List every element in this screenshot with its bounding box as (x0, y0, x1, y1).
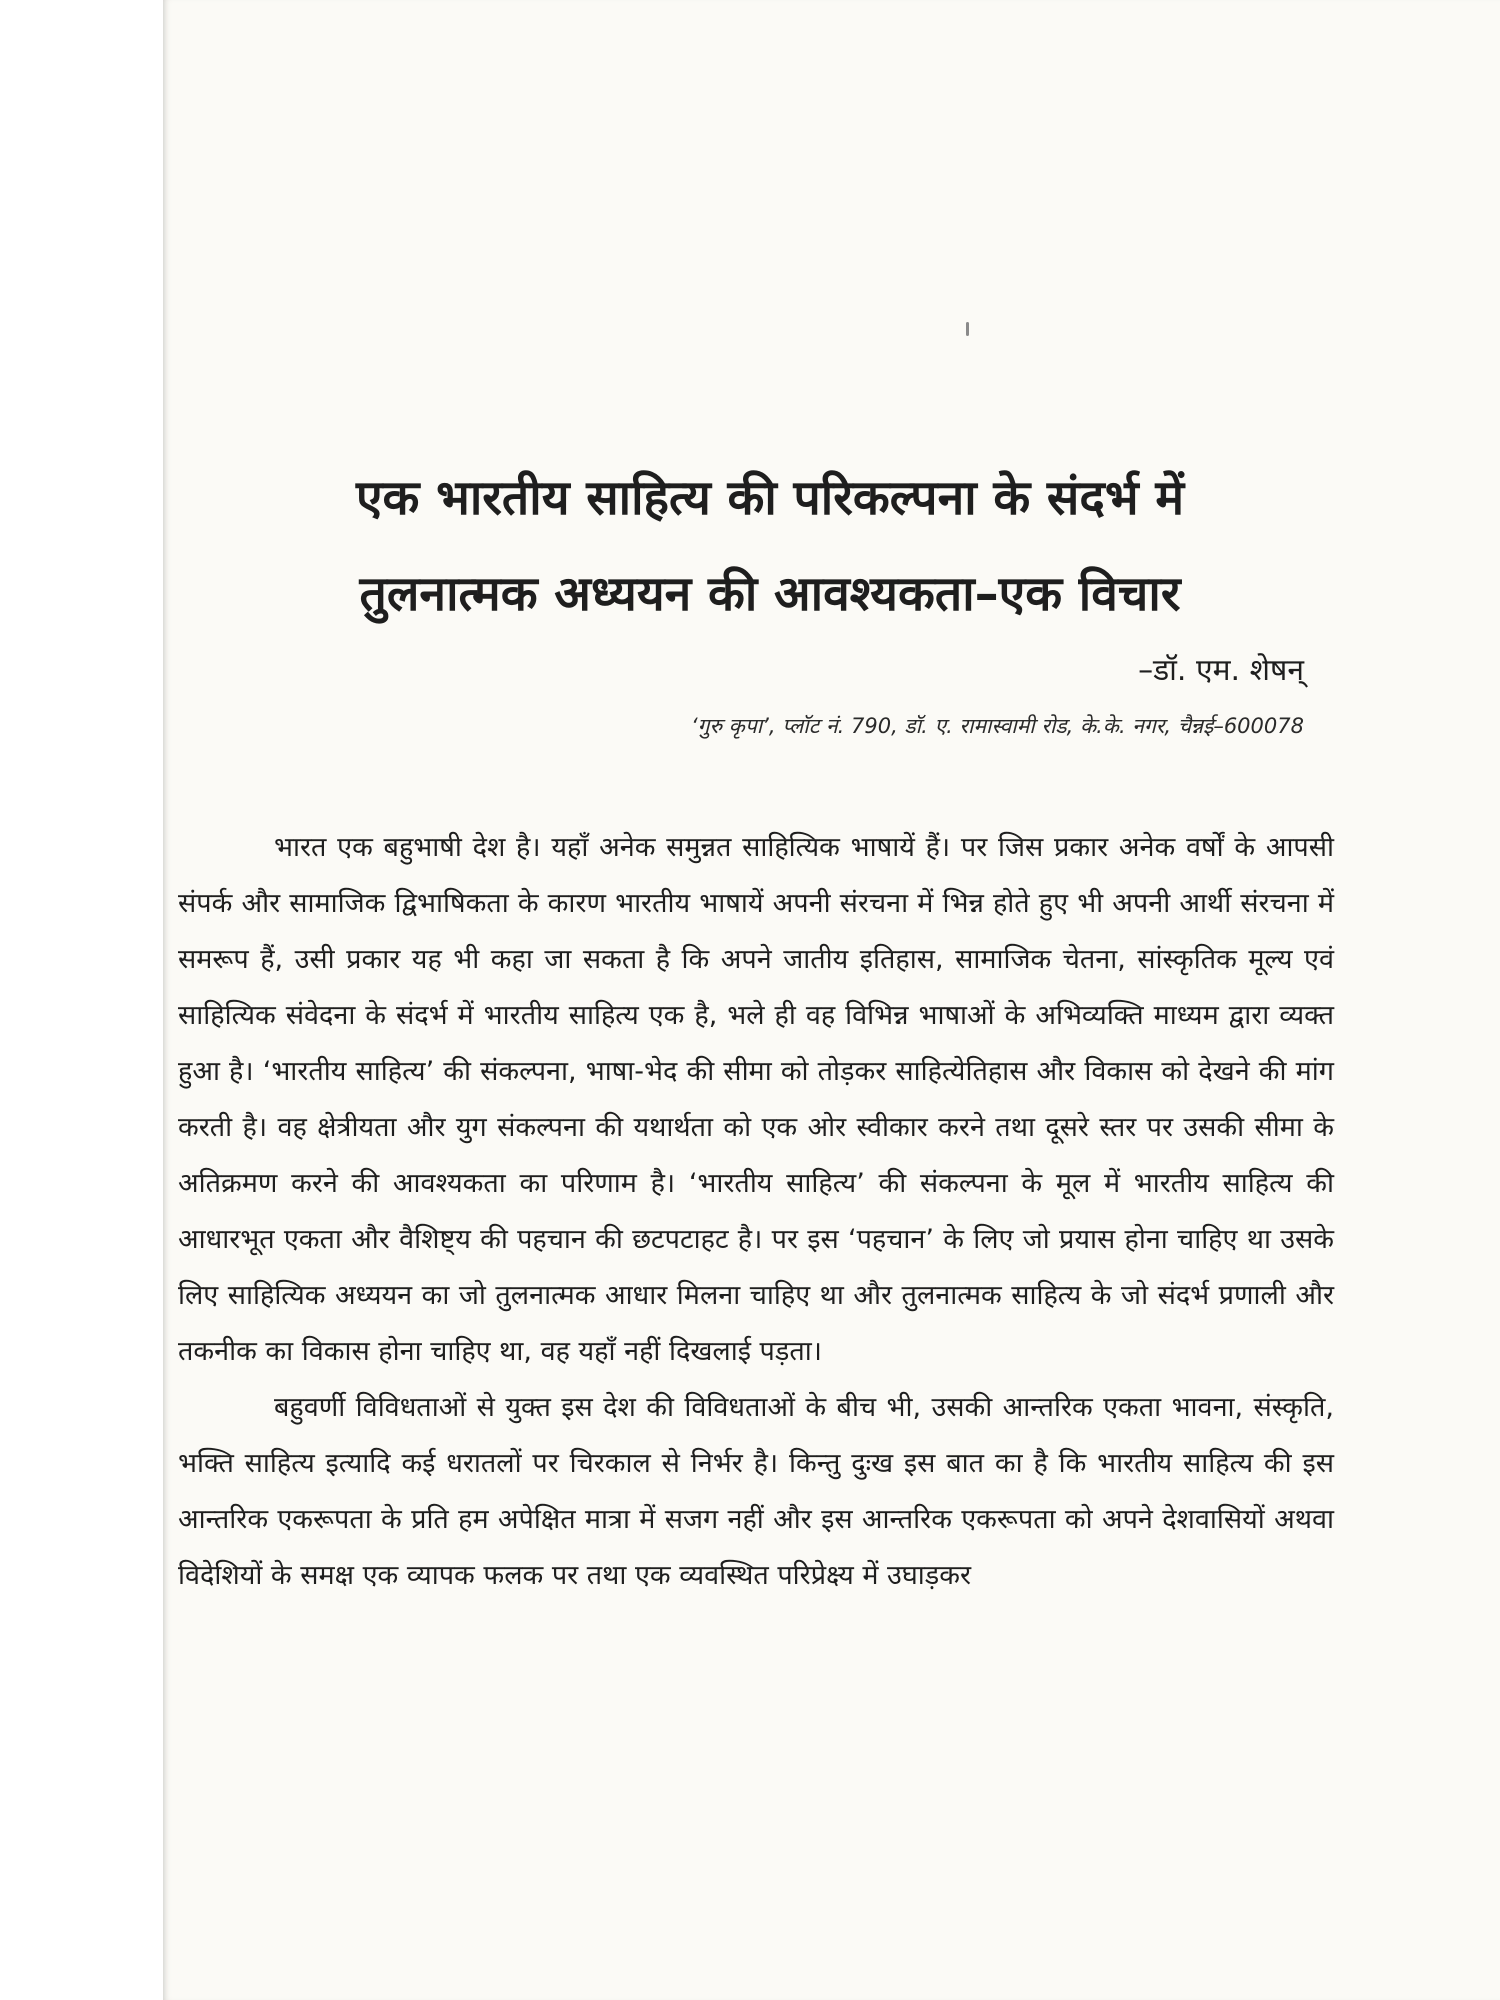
scan-speck (966, 322, 969, 336)
paragraph-2: बहुवर्णी विविधताओं से युक्त इस देश की विविधताओं के बीच भी, उसकी आन्तरिक एकता भावना, संस्कृति, भक्ति साहित्य इत्यादि कई धरातलों पर चिरकाल से निर्भर है। किन्तु दुःख इस बात का है कि भारतीय साहित्य की इस आन्तरिक एकरूपता के प्रति हम अपेक्षित मात्रा में सजग नहीं और इस आन्तरिक एकरूपता को अपने देशवासियों अथवा विदेशियों के समक्ष एक व्यापक फलक पर तथा एक व्यवस्थित परिप्रेक्ष्य में उघाड़कर (178, 1392, 1334, 1591)
title-line-1: एक भारतीय साहित्य की परिकल्पना के संदर्भ में (355, 470, 1185, 526)
author-address: ‘गुरु कृपा’, प्लॉट नं. 790, डॉ. ए. रामास्वामी रोड, के.के. नगर, चैन्नई–600078 (690, 714, 1304, 738)
article-title (230, 450, 1310, 642)
paragraph-1: भारत एक बहुभाषी देश है। यहाँ अनेक समुन्नत साहित्यिक भाषायें हैं। पर जिस प्रकार अनेक वर्षों के आपसी संपर्क और सामाजिक द्विभाषिकता के कारण भारतीय भाषायें अपनी संरचना में भिन्न होते हुए भी अपनी आर्थी संरचना में समरूप हैं, उसी प्रकार यह भी कहा जा सकता है कि अपने जातीय इतिहास, सामाजिक चेतना, सांस्कृतिक मूल्य एवं साहित्यिक संवेदना के संदर्भ में भारतीय साहित्य एक है, भले ही वह विभिन्न भाषाओं के अभिव्यक्ति माध्यम द्वारा व्यक्त हुआ है। ‘भारतीय साहित्य’ की संकल्पना, भाषा-भेद की सीमा को तोड़कर साहित्येतिहास और विकास को देखने की मांग करती है। वह क्षेत्रीयता और युग संकल्पना की यथार्थता को एक ओर स्वीकार करने तथा दूसरे स्तर पर उसकी सीमा के अतिक्रमण करने की आवश्यकता का परिणाम है। ‘भारतीय साहित्य’ की संकल्पना के मूल में भारतीय साहित्य की आधारभूत एकता और वैशिष्ट्य की पहचान की छटपटाहट है। पर इस ‘पहचान’ के लिए जो प्रयास होना चाहिए था उसके लिए साहित्यिक अध्ययन का जो तुलनात्मक आधार मिलना चाहिए था और तुलनात्मक साहित्य के जो संदर्भ प्रणाली और तकनीक का विकास होना चाहिए था, वह यहाँ नहीं दिखलाई पड़ता। (178, 832, 1334, 1367)
article-body (178, 820, 1334, 1604)
author-name: –डॉ. एम. शेषन् (1138, 653, 1304, 688)
title-line-2: तुलनात्मक अध्ययन की आवश्यकता–एक विचार (359, 566, 1181, 622)
